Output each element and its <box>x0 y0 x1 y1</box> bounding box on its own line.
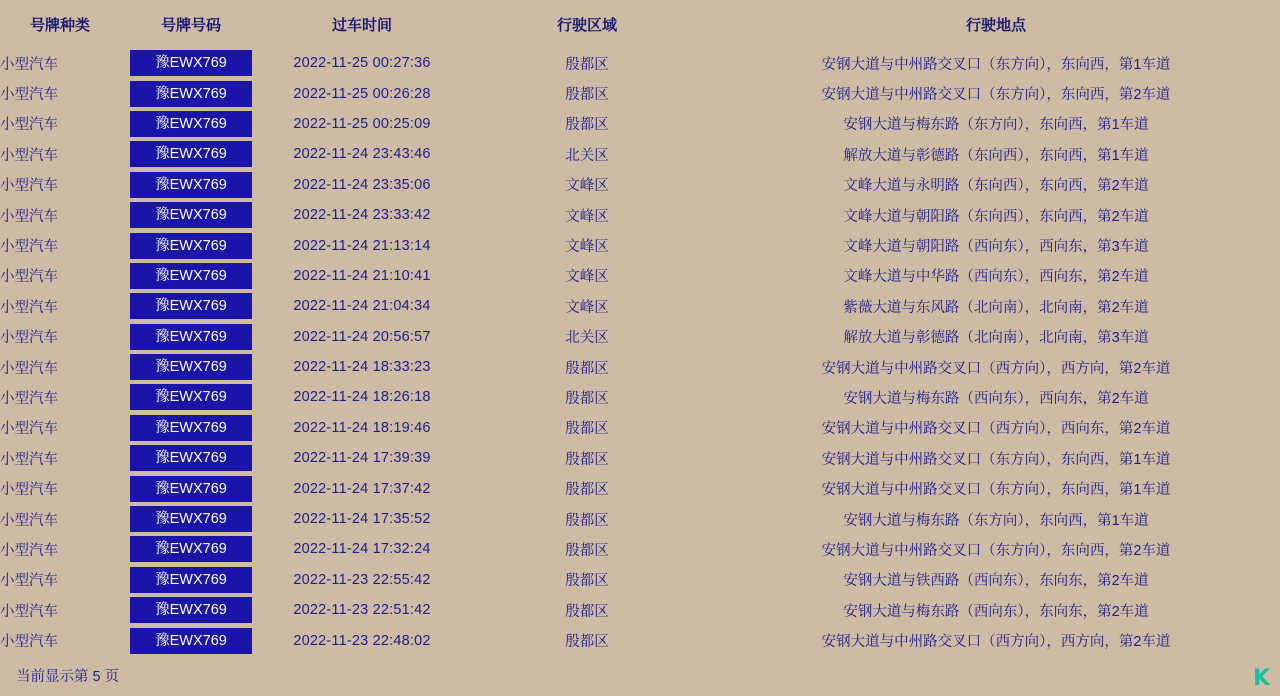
cell-pass-time: 2022-11-24 17:35:52 <box>293 511 431 528</box>
plate-badge: 豫EWX769 <box>130 233 252 259</box>
cell-pass-time: 2022-11-24 21:13:14 <box>293 237 431 254</box>
cell-location: 解放大道与彰德路（东向西），东向西，第1车道 <box>843 147 1149 164</box>
cell-area: 文峰区 <box>565 299 609 316</box>
table-row <box>0 625 1280 655</box>
cell-plate-number <box>120 78 262 108</box>
cell-location: 安钢大道与中州路交叉口（东方向），东向西，第1车道 <box>821 451 1171 468</box>
pagination-prefix: 当前显示第 <box>16 669 89 685</box>
plate-badge: 豫EWX769 <box>130 354 252 380</box>
cell-area: 殷都区 <box>565 573 609 590</box>
plate-badge: 豫EWX769 <box>130 141 252 167</box>
table-row <box>0 139 1280 169</box>
table-row <box>0 413 1280 443</box>
table-header <box>0 0 1280 48</box>
plate-badge: 豫EWX769 <box>130 476 252 502</box>
plate-badge: 豫EWX769 <box>130 628 252 654</box>
cell-plate-number <box>120 504 262 534</box>
cell-plate-type: 小型汽车 <box>0 360 58 377</box>
plate-badge: 豫EWX769 <box>130 415 252 441</box>
cell-location: 安钢大道与中州路交叉口（西方向），西方向，第2车道 <box>821 634 1171 651</box>
table-row <box>0 534 1280 564</box>
table-row <box>0 78 1280 108</box>
cell-plate-type: 小型汽车 <box>0 421 58 438</box>
cell-pass-time: 2022-11-24 17:32:24 <box>293 541 431 558</box>
plate-badge: 豫EWX769 <box>130 536 252 562</box>
cell-area: 文峰区 <box>565 178 609 195</box>
cell-pass-time: 2022-11-24 21:10:41 <box>293 267 431 284</box>
cell-pass-time: 2022-11-24 23:35:06 <box>293 176 431 193</box>
cell-pass-time: 2022-11-25 00:25:09 <box>293 115 431 132</box>
table-row <box>0 261 1280 291</box>
plate-badge: 豫EWX769 <box>130 263 252 289</box>
cell-pass-time: 2022-11-24 18:33:23 <box>293 359 431 376</box>
plate-badge: 豫EWX769 <box>130 81 252 107</box>
cell-location: 安钢大道与中州路交叉口（东方向），东向西，第1车道 <box>821 482 1171 499</box>
cell-pass-time: 2022-11-24 17:39:39 <box>293 450 431 467</box>
cell-area: 殷都区 <box>565 482 609 499</box>
cell-plate-number <box>120 595 262 625</box>
cell-plate-number <box>120 139 262 169</box>
cell-plate-number <box>120 170 262 200</box>
cell-plate-type: 小型汽车 <box>0 573 58 590</box>
cell-plate-number <box>120 382 262 412</box>
cell-location: 文峰大道与朝阳路（东向西），东向西，第2车道 <box>843 208 1149 225</box>
table-row <box>0 504 1280 534</box>
cell-plate-number <box>120 291 262 321</box>
cell-plate-number <box>120 443 262 473</box>
cell-area: 殷都区 <box>565 634 609 651</box>
plate-badge: 豫EWX769 <box>130 111 252 137</box>
table-row <box>0 109 1280 139</box>
table-row <box>0 170 1280 200</box>
cell-area: 文峰区 <box>565 208 609 225</box>
cell-plate-type: 小型汽车 <box>0 482 58 499</box>
cell-area: 文峰区 <box>565 239 609 256</box>
column-header-area: 行驶区域 <box>556 17 617 34</box>
plate-badge: 豫EWX769 <box>130 384 252 410</box>
cell-pass-time: 2022-11-23 22:51:42 <box>293 602 431 619</box>
plate-badge: 豫EWX769 <box>130 445 252 471</box>
column-header-plate-type: 号牌种类 <box>29 17 90 34</box>
cell-location: 安钢大道与梅东路（西向东），西向东，第2车道 <box>843 390 1149 407</box>
cell-location: 安钢大道与梅东路（西向东），东向东，第2车道 <box>843 603 1149 620</box>
cell-plate-type: 小型汽车 <box>0 147 58 164</box>
cell-location: 紫薇大道与东风路（北向南），北向南，第2车道 <box>843 299 1149 316</box>
cell-area: 殷都区 <box>565 360 609 377</box>
cell-plate-type: 小型汽车 <box>0 208 58 225</box>
cell-plate-type: 小型汽车 <box>0 451 58 468</box>
cell-location: 安钢大道与梅东路（东方向），东向西，第1车道 <box>843 117 1149 134</box>
plate-badge: 豫EWX769 <box>130 172 252 198</box>
cell-pass-time: 2022-11-24 18:26:18 <box>293 389 431 406</box>
cell-plate-type: 小型汽车 <box>0 634 58 651</box>
cell-plate-number <box>120 322 262 352</box>
cell-area: 殷都区 <box>565 421 609 438</box>
cell-plate-type: 小型汽车 <box>0 603 58 620</box>
column-header-plate-number: 号牌号码 <box>160 17 221 34</box>
cell-location: 解放大道与彰德路（北向南），北向南，第3车道 <box>843 330 1149 347</box>
table-row <box>0 200 1280 230</box>
table-row <box>0 473 1280 503</box>
cell-pass-time: 2022-11-24 20:56:57 <box>293 328 431 345</box>
cell-plate-type: 小型汽车 <box>0 56 58 73</box>
cell-pass-time: 2022-11-24 17:37:42 <box>293 480 431 497</box>
table-row <box>0 565 1280 595</box>
table-row <box>0 230 1280 260</box>
cell-area: 殷都区 <box>565 390 609 407</box>
cell-area: 殷都区 <box>565 56 609 73</box>
cell-location: 安钢大道与中州路交叉口（西方向），西向东，第2车道 <box>821 421 1171 438</box>
cell-area: 殷都区 <box>565 117 609 134</box>
table-row <box>0 48 1280 78</box>
plate-badge: 豫EWX769 <box>130 202 252 228</box>
cell-plate-number <box>120 200 262 230</box>
cell-location: 安钢大道与中州路交叉口（东方向），东向西，第2车道 <box>821 87 1171 104</box>
cell-plate-type: 小型汽车 <box>0 330 58 347</box>
cell-plate-type: 小型汽车 <box>0 269 58 286</box>
plate-badge: 豫EWX769 <box>130 293 252 319</box>
cell-plate-number <box>120 534 262 564</box>
cell-pass-time: 2022-11-24 23:43:46 <box>293 146 431 163</box>
table-row <box>0 382 1280 412</box>
plate-badge: 豫EWX769 <box>130 50 252 76</box>
cell-location: 安钢大道与中州路交叉口（西方向），西方向，第2车道 <box>821 360 1171 377</box>
table-row <box>0 352 1280 382</box>
cell-area: 殷都区 <box>565 87 609 104</box>
cell-plate-number <box>120 261 262 291</box>
cell-pass-time: 2022-11-25 00:26:28 <box>293 85 431 102</box>
cell-area: 北关区 <box>565 330 609 347</box>
table-header-row <box>0 0 1280 48</box>
cell-location: 安钢大道与中州路交叉口（东方向），东向西，第2车道 <box>821 542 1171 559</box>
cell-pass-time: 2022-11-23 22:48:02 <box>293 632 431 649</box>
column-header-pass-time: 过车时间 <box>331 17 392 34</box>
cell-plate-number <box>120 413 262 443</box>
cell-plate-type: 小型汽车 <box>0 178 58 195</box>
plate-badge: 豫EWX769 <box>130 567 252 593</box>
cell-area: 殷都区 <box>565 603 609 620</box>
cell-plate-number <box>120 565 262 595</box>
cell-pass-time: 2022-11-24 18:19:46 <box>293 419 431 436</box>
table-row <box>0 291 1280 321</box>
cell-area: 殷都区 <box>565 451 609 468</box>
cell-location: 文峰大道与永明路（东向西），东向西，第2车道 <box>843 178 1149 195</box>
cell-plate-type: 小型汽车 <box>0 117 58 134</box>
table-row <box>0 443 1280 473</box>
pagination-status <box>16 665 119 686</box>
cell-pass-time: 2022-11-24 23:33:42 <box>293 207 431 224</box>
cell-plate-number <box>120 109 262 139</box>
current-page-number: 5 <box>92 669 101 685</box>
cell-location: 安钢大道与中州路交叉口（东方向），东向西，第1车道 <box>821 56 1171 73</box>
plate-badge: 豫EWX769 <box>130 506 252 532</box>
cell-location: 安钢大道与梅东路（东方向），东向西，第1车道 <box>843 512 1149 529</box>
cell-location: 安钢大道与铁西路（西向东），东向东，第2车道 <box>843 573 1149 590</box>
cell-plate-number <box>120 352 262 382</box>
cell-plate-type: 小型汽车 <box>0 390 58 407</box>
cell-plate-type: 小型汽车 <box>0 542 58 559</box>
cell-area: 北关区 <box>565 147 609 164</box>
pagination-suffix: 页 <box>104 669 120 685</box>
brand-logo-icon: K <box>1252 666 1270 691</box>
cell-location: 文峰大道与朝阳路（西向东），西向东，第3车道 <box>843 239 1149 256</box>
plate-badge: 豫EWX769 <box>130 324 252 350</box>
cell-plate-number <box>120 48 262 78</box>
cell-pass-time: 2022-11-24 21:04:34 <box>293 298 431 315</box>
cell-location: 文峰大道与中华路（西向东），西向东，第2车道 <box>843 269 1149 286</box>
cell-plate-number <box>120 230 262 260</box>
cell-plate-type: 小型汽车 <box>0 512 58 529</box>
cell-plate-type: 小型汽车 <box>0 87 58 104</box>
cell-pass-time: 2022-11-23 22:55:42 <box>293 571 431 588</box>
cell-plate-number <box>120 473 262 503</box>
cell-area: 殷都区 <box>565 512 609 529</box>
table-row <box>0 595 1280 625</box>
cell-area: 文峰区 <box>565 269 609 286</box>
column-header-location: 行驶地点 <box>965 17 1026 34</box>
cell-plate-type: 小型汽车 <box>0 239 58 256</box>
table-body <box>0 48 1280 656</box>
cell-plate-type: 小型汽车 <box>0 299 58 316</box>
plate-badge: 豫EWX769 <box>130 597 252 623</box>
cell-plate-number <box>120 625 262 655</box>
cell-area: 殷都区 <box>565 542 609 559</box>
table-row <box>0 322 1280 352</box>
cell-pass-time: 2022-11-25 00:27:36 <box>293 55 431 72</box>
